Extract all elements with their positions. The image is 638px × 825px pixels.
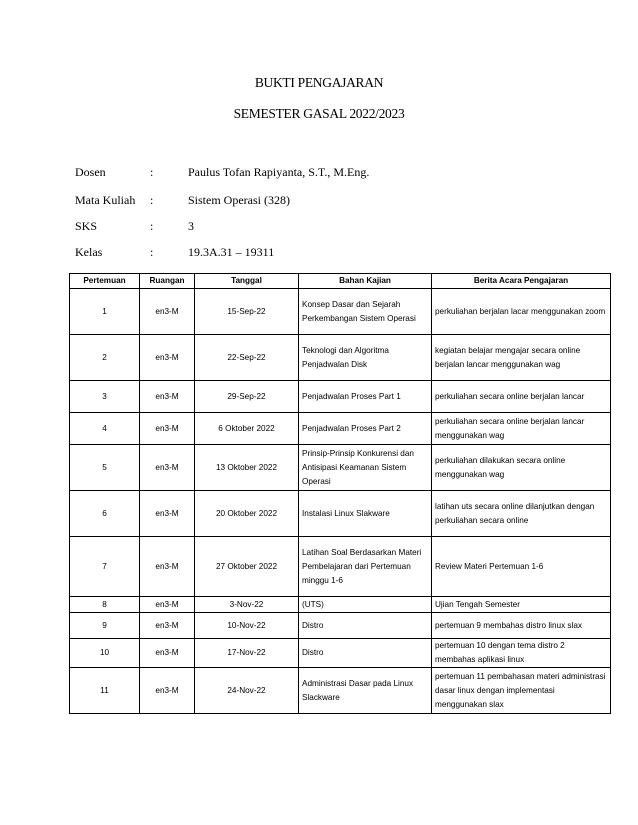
- cell-berita-acara: latihan uts secara online dilanjutkan dengan perkuliahan secara online: [432, 491, 611, 537]
- cell-bahan-kajian: Administrasi Dasar pada Linux Slackware: [299, 668, 432, 714]
- table-row: [70, 613, 611, 639]
- cell-pertemuan: 10: [70, 639, 140, 668]
- info-label: Kelas: [75, 245, 103, 259]
- cell-tanggal: 3-Nov-22: [195, 597, 299, 613]
- info-colon: :: [150, 193, 154, 207]
- cell-berita-acara: perkuliahan dilakukan secara online menggunakan wag: [432, 445, 611, 491]
- table-row: [70, 597, 611, 613]
- cell-pertemuan: 1: [70, 289, 140, 335]
- cell-ruangan: en3-M: [140, 381, 195, 413]
- cell-tanggal: 22-Sep-22: [195, 335, 299, 381]
- cell-ruangan: en3-M: [140, 445, 195, 491]
- document-title: BUKTI PENGAJARAN: [254, 75, 384, 90]
- cell-pertemuan: 8: [70, 597, 140, 613]
- cell-bahan-kajian: Penjadwalan Proses Part 1: [299, 381, 432, 413]
- info-colon: :: [150, 245, 154, 259]
- cell-ruangan: en3-M: [140, 491, 195, 537]
- cell-ruangan: en3-M: [140, 289, 195, 335]
- cell-bahan-kajian: Instalasi Linux Slakware: [299, 491, 432, 537]
- cell-ruangan: en3-M: [140, 597, 195, 613]
- header-bahan-kajian: Bahan Kajian: [299, 274, 432, 289]
- table-row: [70, 537, 611, 597]
- cell-tanggal: 10-Nov-22: [195, 613, 299, 639]
- table-row: [70, 289, 611, 335]
- cell-pertemuan: 9: [70, 613, 140, 639]
- table-row: [70, 491, 611, 537]
- cell-bahan-kajian: Penjadwalan Proses Part 2: [299, 413, 432, 445]
- info-colon: :: [150, 219, 154, 233]
- cell-bahan-kajian: Teknologi dan Algoritma Penjadwalan Disk: [299, 335, 432, 381]
- table-row: [70, 445, 611, 491]
- cell-pertemuan: 5: [70, 445, 140, 491]
- cell-pertemuan: 11: [70, 668, 140, 714]
- cell-bahan-kajian: Konsep Dasar dan Sejarah Perkembangan Sistem Operasi: [299, 289, 432, 335]
- info-value: Paulus Tofan Rapiyanta, S.T., M.Eng.: [188, 165, 370, 179]
- cell-berita-acara: pertemuan 11 pembahasan materi administrasi dasar linux dengan implementasi menggunakan slax: [432, 668, 611, 714]
- table-row: [70, 668, 611, 714]
- header-ruangan: Ruangan: [140, 274, 195, 289]
- table-row: [70, 381, 611, 413]
- cell-berita-acara: perkuliahan secara online berjalan lancar: [432, 381, 611, 413]
- cell-pertemuan: 2: [70, 335, 140, 381]
- cell-berita-acara: perkuliahan berjalan lacar menggunakan zoom: [432, 289, 611, 335]
- cell-ruangan: en3-M: [140, 335, 195, 381]
- cell-tanggal: 20 Oktober 2022: [195, 491, 299, 537]
- cell-berita-acara: pertemuan 10 dengan tema distro 2 membahas aplikasi linux: [432, 639, 611, 668]
- cell-berita-acara: pertemuan 9 membahas distro linux slax: [432, 613, 611, 639]
- cell-tanggal: 6 Oktober 2022: [195, 413, 299, 445]
- table-row: [70, 639, 611, 668]
- cell-berita-acara: kegiatan belajar mengajar secara online berjalan lancar menggunakan wag: [432, 335, 611, 381]
- cell-tanggal: 29-Sep-22: [195, 381, 299, 413]
- cell-bahan-kajian: Distro: [299, 639, 432, 668]
- cell-bahan-kajian: Latihan Soal Berdasarkan Materi Pembelajaran dari Pertemuan minggu 1-6: [299, 537, 432, 597]
- cell-ruangan: en3-M: [140, 639, 195, 668]
- cell-bahan-kajian: Distro: [299, 613, 432, 639]
- cell-berita-acara: perkuliahan secara online berjalan lancar menggunakan wag: [432, 413, 611, 445]
- cell-tanggal: 27 Oktober 2022: [195, 537, 299, 597]
- info-label: SKS: [75, 219, 98, 233]
- cell-bahan-kajian: (UTS): [299, 597, 432, 613]
- cell-pertemuan: 6: [70, 491, 140, 537]
- cell-berita-acara: Ujian Tengah Semester: [432, 597, 611, 613]
- cell-pertemuan: 7: [70, 537, 140, 597]
- cell-pertemuan: 3: [70, 381, 140, 413]
- header-tanggal: Tanggal: [195, 274, 299, 289]
- info-value: Sistem Operasi (328): [188, 193, 290, 207]
- cell-tanggal: 24-Nov-22: [195, 668, 299, 714]
- cell-ruangan: en3-M: [140, 668, 195, 714]
- cell-tanggal: 13 Oktober 2022: [195, 445, 299, 491]
- table-header-row: [70, 274, 611, 289]
- info-value: 3: [188, 219, 194, 233]
- header-berita-acara: Berita Acara Pengajaran: [432, 274, 611, 289]
- info-value: 19.3A.31 – 19311: [188, 245, 275, 259]
- cell-ruangan: en3-M: [140, 537, 195, 597]
- info-colon: :: [150, 165, 154, 179]
- cell-berita-acara: Review Materi Pertemuan 1-6: [432, 537, 611, 597]
- cell-pertemuan: 4: [70, 413, 140, 445]
- table-body: [70, 289, 611, 714]
- document-subtitle: SEMESTER GASAL 2022/2023: [233, 106, 405, 121]
- teaching-log-table: [69, 273, 611, 714]
- cell-ruangan: en3-M: [140, 413, 195, 445]
- cell-tanggal: 15-Sep-22: [195, 289, 299, 335]
- cell-bahan-kajian: Prinsip-Prinsip Konkurensi dan Antisipasi Keamanan Sistem Operasi: [299, 445, 432, 491]
- cell-ruangan: en3-M: [140, 613, 195, 639]
- info-label: Dosen: [75, 165, 106, 179]
- table-row: [70, 335, 611, 381]
- info-label: Mata Kuliah: [75, 193, 136, 207]
- table-row: [70, 413, 611, 445]
- header-pertemuan: Pertemuan: [70, 274, 140, 289]
- cell-tanggal: 17-Nov-22: [195, 639, 299, 668]
